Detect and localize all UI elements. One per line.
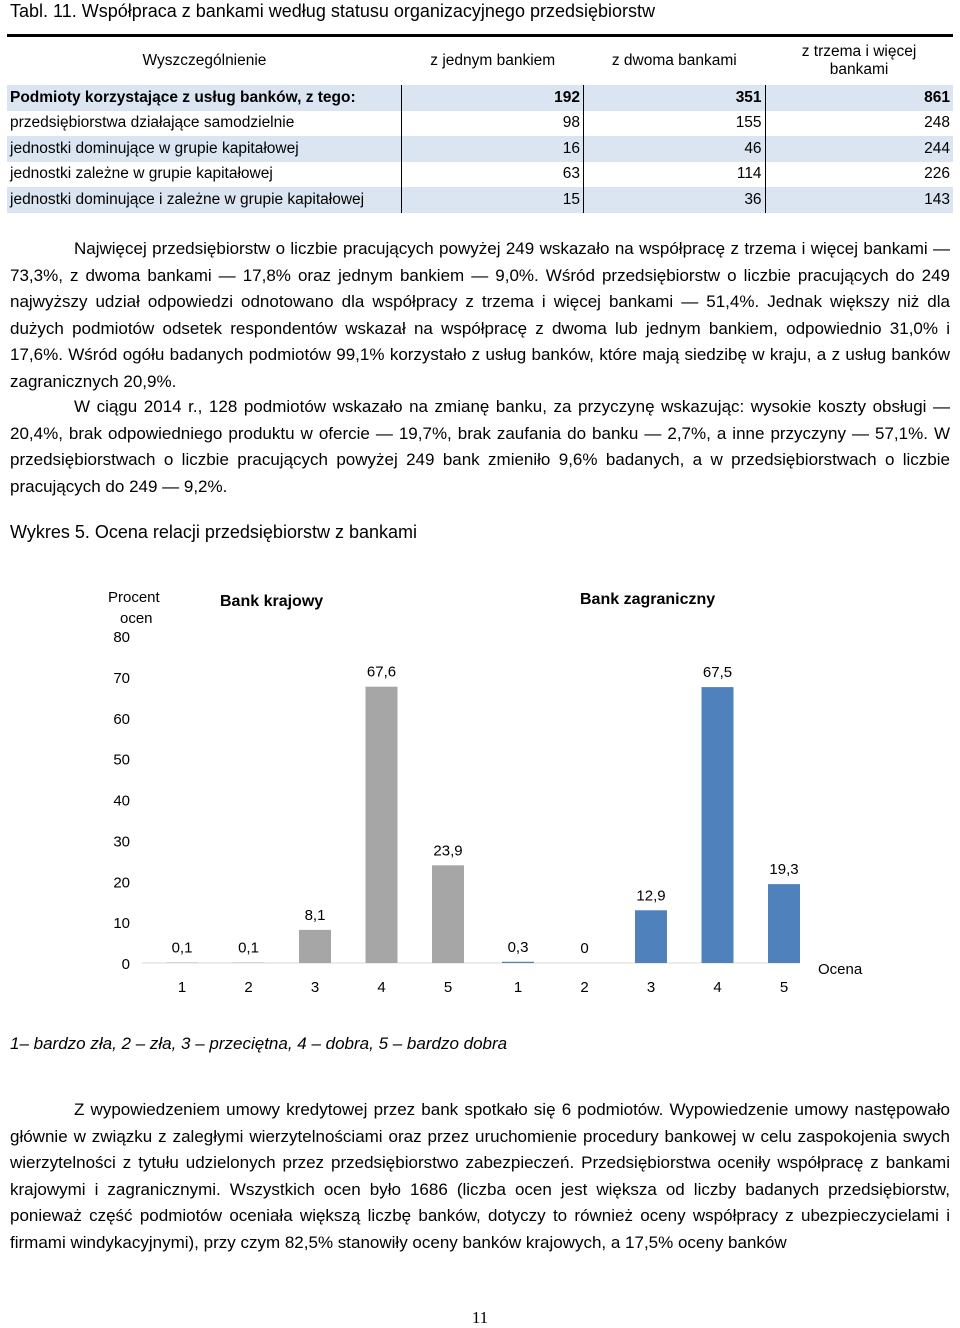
row-label: jednostki dominujące w grupie kapitałowej [7,136,402,162]
row-label: Podmioty korzystające z usług banków, z tego: [7,85,402,111]
y-axis-label-line1: Procent [108,589,160,606]
x-axis-label: Ocena [818,961,863,978]
x-tick-label: 1 [513,979,523,996]
bar-foreign-1 [502,962,534,963]
y-tick-label: 30 [113,833,130,851]
y-tick-label: 50 [113,751,130,769]
bar-domestic-4 [366,687,398,963]
x-tick-label: 3 [646,979,656,996]
y-tick-label: 0 [121,956,130,973]
cell-one-bank: 63 [402,162,584,188]
cooperation-table [7,34,953,213]
chart-caption: Wykres 5. Ocena relacji przedsiębiorstw z bankami [10,522,417,542]
bar-foreign-5 [768,884,800,963]
x-tick-label: 5 [779,979,789,996]
cell-three-banks: 248 [765,111,953,137]
table-row [7,187,953,213]
y-axis-label-line2: ocen [120,610,153,627]
data-label: 67,5 [702,664,733,682]
row-label: jednostki dominujące i zależne w grupie kapitałowej [7,187,402,213]
y-tick-label: 70 [113,669,130,687]
y-tick-label: 60 [113,710,130,728]
x-tick-label: 1 [177,979,187,996]
rating-scale-note: 1– bardzo zła, 2 – zła, 3 – przeciętna, 4 – dobra, 5 – bardzo dobra [10,1034,508,1053]
cell-three-banks: 861 [765,85,953,111]
series-title-foreign: Bank zagraniczny [580,591,716,608]
y-tick-label: 20 [113,874,130,892]
data-label: 0,1 [171,939,193,957]
cell-one-bank: 15 [402,187,584,213]
y-tick-label: 80 [113,629,130,646]
header-description: Wyszczególnienie [7,36,402,86]
header-two-banks: z dwoma bankami [584,36,766,86]
header-one-bank: z jednym bankiem [402,36,584,86]
x-tick-label: 4 [713,979,722,996]
cell-one-bank: 16 [402,136,584,162]
y-tick-label: 10 [113,915,130,933]
bar-domestic-3 [299,930,331,963]
cell-two-banks: 46 [584,136,766,162]
table-row [7,162,953,188]
cell-three-banks: 226 [765,162,953,188]
paragraph-3: Z wypowiedzeniem umowy kredytowej przez bank spotkało się 6 podmiotów. Wypowiedzenie umowy następowało głównie w związku z zaległymi wierzytelnościami oraz przez uruchomienie procedury bankowej w celu zaspokojenia swych wierzytelności z tytułu udzielonych przez przedsiębiorstwo zabezpieczeń. Przedsiębiorstwa oceniły współpracę z bankami krajowymi i zagranicznymi. Wszystkich ocen było 1686 (liczba ocen jest większa od liczby badanych przedsiębiorstw, ponieważ część podmiotów oceniała większą liczbę banków, dotyczy to również oceny współpracy z ubezpieczycielami i firmami windykacyjnymi), przy czym 82,5% stanowiły oceny banków krajowych, a 17,5% oceny banków [10,1100,950,1252]
y-tick-label: 40 [113,792,130,810]
cell-two-banks: 351 [584,85,766,111]
paragraph-2: W ciągu 2014 r., 128 podmiotów wskazało na zmianę banku, za przyczynę wskazując: wysokie koszty obsługi — 20,4%, brak odpowiedniego produktu w ofercie — 19,7%, brak zaufania do banku — 2,7%, a inne przyczyny — 57,1%. W przedsiębiorstwach o liczbie pracujących powyżej 249 bank zmieniło 9,6% badanych, a w przedsiębiorstwach o liczbie pracujących do 249 — 9,2%. [10,397,950,496]
data-label: 8,1 [304,906,326,924]
cell-one-bank: 98 [402,111,584,137]
x-tick-label: 4 [377,979,386,996]
table-row [7,85,953,111]
data-label: 0,3 [507,938,529,956]
cell-two-banks: 155 [584,111,766,137]
data-label: 23,9 [433,842,463,860]
row-label: jednostki zależne w grupie kapitałowej [10,165,273,183]
data-label: 0,1 [238,939,259,957]
series-title-domestic: Bank krajowy [220,593,324,610]
data-label: 19,3 [769,861,799,879]
cell-two-banks: 36 [584,187,766,213]
header-three-banks [765,36,953,86]
rating-chart [90,582,880,1002]
row-label: przedsiębiorstwa działające samodzielnie [10,114,295,132]
x-tick-label: 5 [443,979,453,996]
paragraph-1: Najwięcej przedsiębiorstw o liczbie pracujących powyżej 249 wskazało na współpracę z trzema i więcej bankami — 73,3%, z dwoma bankami — 17,8% oraz jednym bankiem — 9,0%. Wśród przedsiębiorstw o liczbie pracujących do 249 najwyższy udział odpowiedzi odnotowano dla współpracy z trzema i więcej bankami — 51,4%. Jednak większy niż dla dużych podmiotów odsetek respondentów wskazał na współpracę z dwoma lub jednym bankiem, odpowiednio 31,0% i 17,6%. Wśród ogółu badanych podmiotów 99,1% korzystało z usług banków, które mają siedzibę w kraju, a z usług banków zagranicznych 20,9%. [10,239,950,391]
data-label: 67,6 [366,663,397,681]
bar-domestic-5 [432,865,464,963]
x-tick-label: 3 [310,979,320,996]
cell-three-banks: 244 [765,136,953,162]
table-header-row [7,36,953,86]
bar-foreign-4 [702,687,734,963]
table-row [7,111,953,137]
table-title: Tabl. 11. Współpraca z bankami według statusu organizacyjnego przedsiębiorstw [10,1,656,21]
cell-one-bank: 192 [402,85,584,111]
cell-two-banks: 114 [584,162,766,188]
bar-foreign-3 [635,910,667,963]
x-tick-label: 2 [580,979,589,996]
data-label: 0 [580,940,589,957]
data-label: 12,9 [636,887,666,905]
header-three-banks-text: z trzema i więcej bankami [801,43,917,78]
x-tick-label: 2 [244,979,253,996]
page-number: 11 [471,1308,489,1327]
cell-three-banks: 143 [765,187,953,213]
table-row [7,136,953,162]
